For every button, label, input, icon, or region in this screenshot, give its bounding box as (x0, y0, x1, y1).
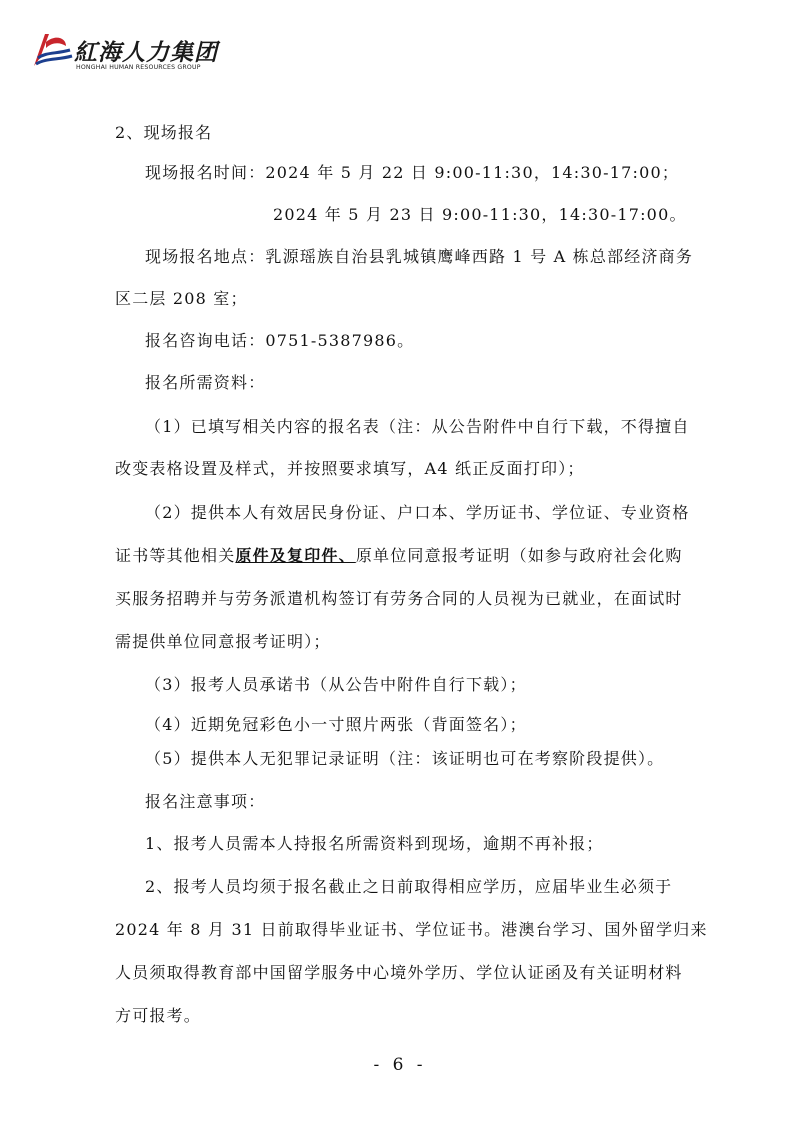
section-title: 2、现场报名 (115, 123, 213, 142)
material-item-5: （5）提供本人无犯罪记录证明（注：该证明也可在考察阶段提供）。 (145, 749, 665, 768)
registration-time-line-2: 2024 年 5 月 23 日 9:00-11:30，14:30-17:00。 (273, 205, 687, 224)
material-item-3: （3）报考人员承诺书（从公告中附件自行下载）； (145, 675, 527, 694)
material-item-2-line-2 (115, 543, 683, 566)
material-item-2-line-3: 买服务招聘并与劳务派遣机构签订有劳务合同的人员视为已就业，在面试时 (115, 589, 683, 608)
logo-mark-icon (30, 28, 74, 72)
item-2-text-before: 证书等其他相关 (115, 546, 236, 565)
consultation-phone: 报名咨询电话：0751-5387986。 (145, 331, 415, 350)
notes-title: 报名注意事项： (145, 792, 266, 811)
page-number: - 6 - (373, 1055, 427, 1075)
company-logo (30, 28, 220, 78)
note-2-line-2: 2024 年 8 月 31 日前取得毕业证书、学位证书。港澳台学习、国外留学归来 (115, 920, 708, 939)
note-2-line-3: 人员须取得教育部中国留学服务中心境外学历、学位认证函及有关证明材料 (115, 963, 683, 982)
item-2-text-after: 原单位同意报考证明（如参与政府社会化购 (355, 546, 683, 565)
logo-english-text: HONGHAI HUMAN RESOURCES GROUP (76, 64, 201, 71)
material-item-2-line-1: （2）提供本人有效居民身份证、户口本、学历证书、学位证、专业资格 (145, 503, 690, 522)
registration-time-line-1: 现场报名时间：2024 年 5 月 22 日 9:00-11:30，14:30-17:00； (145, 163, 680, 182)
material-item-4: （4）近期免冠彩色小一寸照片两张（背面签名）； (145, 715, 527, 734)
logo-chinese-text: 紅海人力集团 (74, 39, 218, 66)
materials-title: 报名所需资料： (145, 373, 266, 392)
registration-place-line-1: 现场报名地点：乳源瑶族自治县乳城镇鹰峰西路 1 号 A 栋总部经济商务 (145, 247, 694, 266)
registration-place-line-2: 区二层 208 室； (115, 289, 248, 308)
item-2-underlined-text: 原件及复印件、 (235, 546, 356, 565)
note-1: 1、报考人员需本人持报名所需资料到现场，逾期不再补报； (145, 834, 604, 853)
material-item-1-line-2: 改变表格设置及样式，并按照要求填写，A4 纸正反面打印）； (115, 459, 585, 478)
note-2-line-1: 2、报考人员均须于报名截止之日前取得相应学历，应届毕业生必须于 (145, 877, 673, 896)
material-item-1-line-1: （1）已填写相关内容的报名表（注：从公告附件中自行下载，不得擅自 (145, 417, 690, 436)
note-2-line-4: 方可报考。 (115, 1006, 202, 1025)
material-item-2-line-4: 需提供单位同意报考证明）； (115, 632, 331, 651)
